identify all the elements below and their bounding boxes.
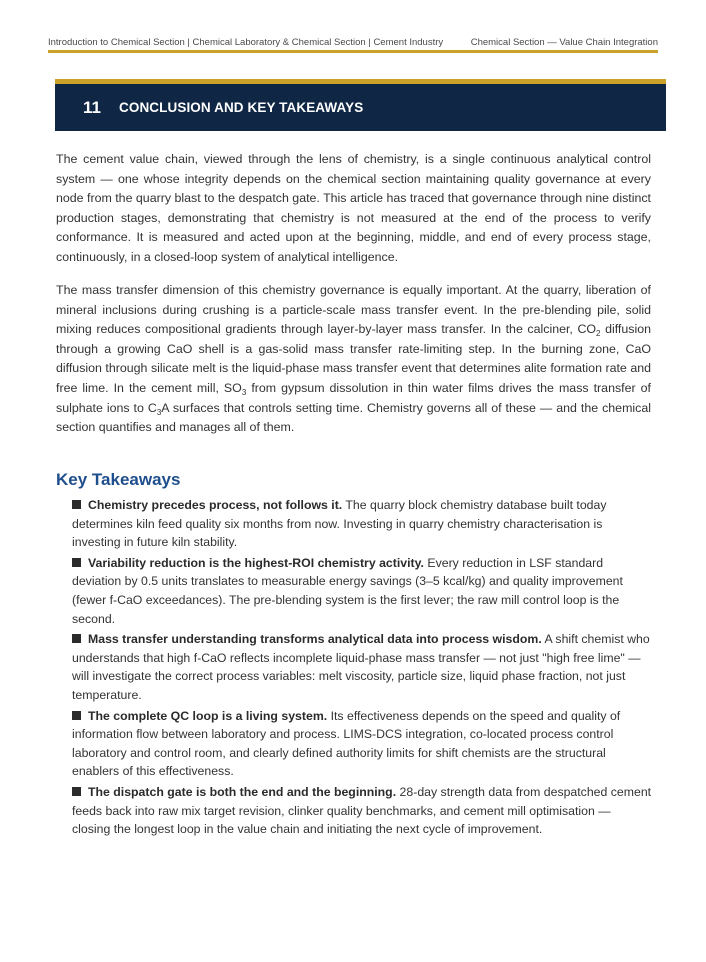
subscript: 3 xyxy=(156,407,162,417)
paragraph-2-text: The mass transfer dimension of this chemistry governance is equally important. At the quarry, liberation of mineral inclusions during crushing is a particle-scale mass transfer event. In the pre-blending pile, solid mixing reduces compositional gradients through layer-by-layer mass transfer. In the calciner, CO xyxy=(56,283,651,337)
section-banner xyxy=(55,79,666,131)
takeaway-item xyxy=(72,707,652,781)
takeaway-lead: Variability reduction is the highest-ROI chemistry activity. xyxy=(88,555,424,570)
running-header-right: Chemical Section — Value Chain Integration xyxy=(470,37,658,48)
running-header xyxy=(48,37,658,48)
header-rule xyxy=(48,50,658,53)
square-bullet-icon xyxy=(72,558,81,567)
takeaway-item xyxy=(72,630,652,704)
takeaway-item xyxy=(72,496,652,552)
square-bullet-icon xyxy=(72,787,81,796)
takeaway-item xyxy=(72,783,652,839)
conclusion-paragraph-1: The cement value chain, viewed through the lens of chemistry, is a single continuous analytical control system — one whose integrity depends on the chemical section maintaining quality governance at every node from the quarry blast to the despatch gate. This article has traced that governance through nine distinct production stages, demonstrating that chemistry is not measured at the end of the process to verify conformance. It is measured and acted upon at the beginning, middle, and end of every process stage, continuously, in a closed-loop system of analytical intelligence. xyxy=(56,152,651,264)
subscript: 3 xyxy=(241,387,247,397)
paragraph-2-text: diffusion through a growing CaO shell is a gas-solid mass transfer rate-limiting step. In the burning zone, CaO diffusion through silicate melt is the liquid-phase mass transfer event that determines alite formation rate and free lime. In the cement mill, SO xyxy=(56,322,651,395)
takeaway-text: The quarry block chemistry database built today determines kiln feed quality six months from now. Investing in quarry chemistry characterisation is investing in future kiln stability. xyxy=(72,498,607,550)
square-bullet-icon xyxy=(72,634,81,643)
takeaway-lead: The complete QC loop is a living system. xyxy=(88,708,328,723)
takeaway-item xyxy=(72,554,652,628)
square-bullet-icon xyxy=(72,711,81,720)
takeaway-lead: Mass transfer understanding transforms analytical data into process wisdom. xyxy=(88,632,542,647)
square-bullet-icon xyxy=(72,500,81,509)
paragraph-2-text: A surfaces that controls setting time. Chemistry governs all of these — and the chemical section quantifies and manages all of them. xyxy=(56,400,651,435)
subscript: 2 xyxy=(596,329,601,339)
conclusion-paragraph-2 xyxy=(56,281,651,438)
section-title: CONCLUSION AND KEY TAKEAWAYS xyxy=(119,100,364,115)
takeaway-lead: Chemistry precedes process, not follows it. xyxy=(88,498,343,512)
takeaway-text: A shift chemist who understands that high f-CaO reflects incomplete liquid-phase mass transfer — not just "high free lime" — will investigate the correct process variables: melt viscosity, particle size, liquid phase fraction, not just temperature. xyxy=(72,632,650,702)
takeaway-text: 28-day strength data from despatched cement feeds back into raw mix target revision, clinker quality benchmarks, and cement mill optimisation — closing the longest loop in the value chain and initiating the next cycle of improvement. xyxy=(72,784,652,837)
takeaway-text: Every reduction in LSF standard deviation by 0.5 units translates to measurable energy savings (3–5 kcal/kg) and quality improvement (fewer f-CaO exceedances). The pre-blending system is the first lever; the raw mill control loop is the second. xyxy=(72,555,623,626)
running-header-left: Introduction to Chemical Section | Chemical Laboratory & Chemical Section | Cement Industry xyxy=(48,37,444,48)
key-takeaways-list xyxy=(72,496,652,841)
paragraph-2-text: from gypsum dissolution in thin water films drives the mass transfer of sulphate ions to C xyxy=(56,380,651,415)
key-takeaways-heading: Key Takeaways xyxy=(56,470,181,489)
section-number: 11 xyxy=(83,97,101,117)
takeaway-lead: The dispatch gate is both the end and the beginning. xyxy=(88,784,397,799)
takeaway-text: Its effectiveness depends on the speed and quality of information flow between laboratory and process. LIMS-DCS integration, co-located process control laboratory and control room, and clearly defined authority limits for shift chemists are the structural enablers of this effectiveness. xyxy=(72,708,621,779)
